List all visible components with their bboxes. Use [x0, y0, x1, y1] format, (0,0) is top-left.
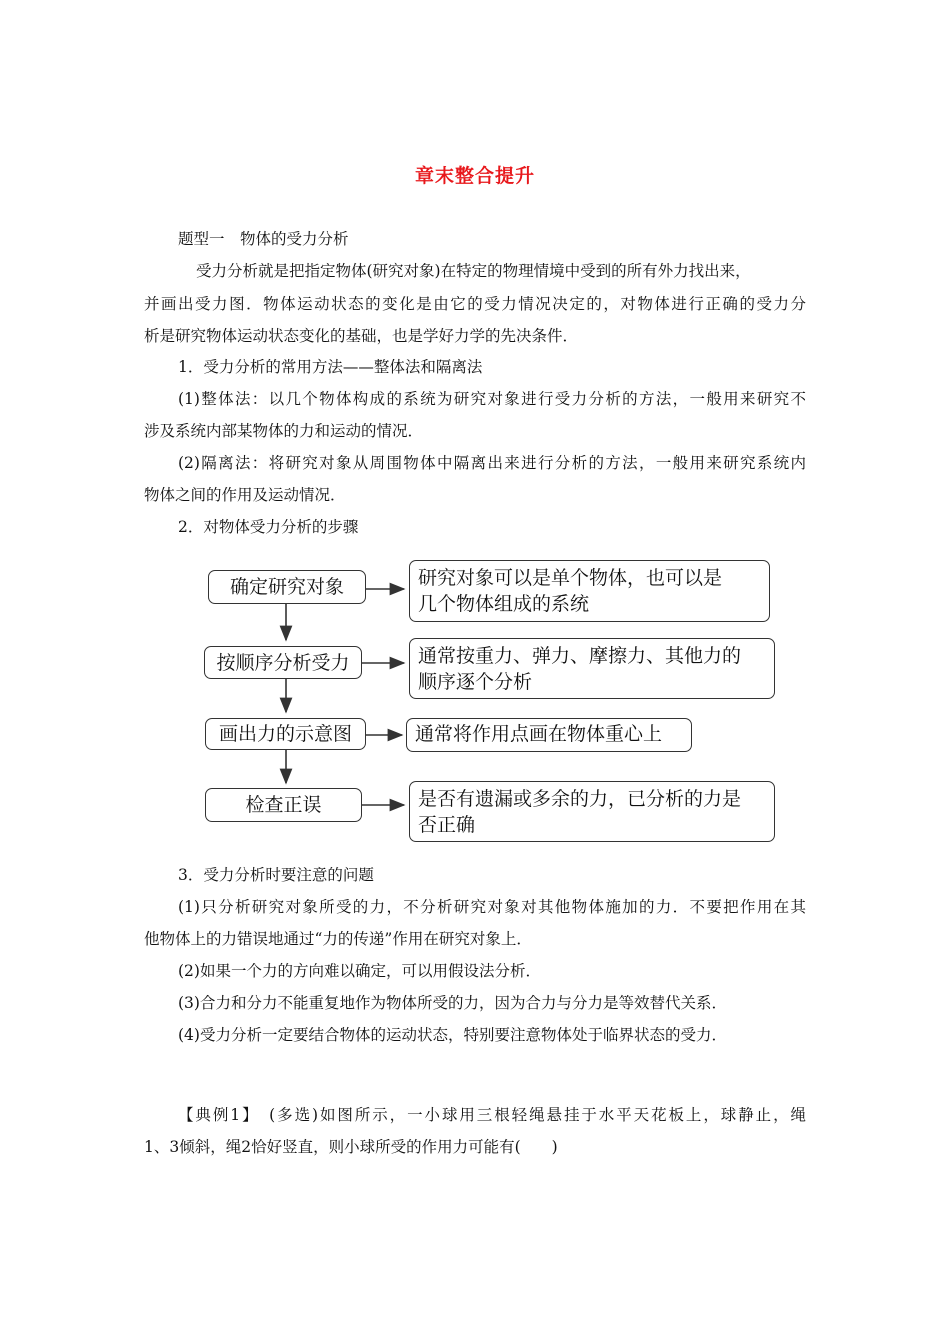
desc-line: 顺序逐个分析 — [418, 671, 533, 693]
item3-heading: 3．受力分析时要注意的问题 — [178, 866, 374, 884]
intro-line-2: 并画出受力图．物体运动状态的变化是由它的受力情况决定的，对物体进行正确的受力分 — [144, 295, 806, 313]
item1-p1-line2: 涉及系统内部某物体的力和运动的情况． — [144, 422, 424, 440]
item1-heading: 1．受力分析的常用方法——整体法和隔离法 — [178, 358, 483, 376]
step-determine-object: 确定研究对象 — [208, 570, 366, 604]
desc-check-errors — [409, 781, 775, 842]
item3-p2: (2)如果一个力的方向难以确定，可以用假设法分析． — [178, 962, 541, 980]
item1-p2-line2: 物体之间的作用及运动情况． — [144, 486, 346, 504]
desc-analyze-forces — [409, 638, 775, 699]
item2-heading: 2．对物体受力分析的步骤 — [178, 518, 359, 536]
desc-line: 几个物体组成的系统 — [418, 593, 590, 615]
page-title: 章末整合提升 — [414, 165, 535, 187]
desc-line: 否正确 — [418, 814, 476, 836]
example1-line2: 1、3倾斜，绳2恰好竖直，则小球所受的作用力可能有( ) — [144, 1138, 558, 1156]
section-heading: 题型一 物体的受力分析 — [178, 230, 349, 248]
item1-p1-line1: (1)整体法：以几个物体构成的系统为研究对象进行受力分析的方法，一般用来研究不 — [178, 390, 806, 408]
step-analyze-forces: 按顺序分析受力 — [204, 646, 362, 679]
item3-p1-line2: 他物体上的力错误地通过“力的传递”作用在研究对象上． — [144, 930, 532, 948]
item1-p2-line1: (2)隔离法：将研究对象从周围物体中隔离出来进行分析的方法，一般用来研究系统内 — [178, 454, 806, 472]
item3-p3: (3)合力和分力不能重复地作为物体所受的力，因为合力与分力是等效替代关系． — [178, 994, 727, 1012]
intro-line-3: 析是研究物体运动状态变化的基础，也是学好力学的先决条件． — [144, 327, 579, 345]
item3-p1-line1: (1)只分析研究对象所受的力，不分析研究对象对其他物体施加的力．不要把作用在其 — [178, 898, 806, 916]
desc-draw-diagram — [406, 718, 692, 752]
desc-line: 研究对象可以是单个物体，也可以是 — [418, 567, 723, 589]
desc-line: 是否有遗漏或多余的力，已分析的力是 — [418, 788, 742, 810]
desc-line: 通常将作用点画在物体重心上 — [415, 723, 663, 745]
step-draw-diagram: 画出力的示意图 — [205, 718, 366, 750]
desc-determine-object — [409, 560, 770, 622]
intro-line-1: 受力分析就是把指定物体(研究对象)在特定的物理情境中受到的所有外力找出来， — [196, 262, 751, 280]
step-check-errors: 检查正误 — [205, 788, 362, 822]
desc-line: 通常按重力、弹力、摩擦力、其他力的 — [418, 645, 742, 667]
example1-line1: 【典例1】 (多选)如图所示，一小球用三根轻绳悬挂于水平天花板上，球静止，绳 — [178, 1106, 806, 1124]
item3-p4: (4)受力分析一定要结合物体的运动状态，特别要注意物体处于临界状态的受力． — [178, 1026, 727, 1044]
